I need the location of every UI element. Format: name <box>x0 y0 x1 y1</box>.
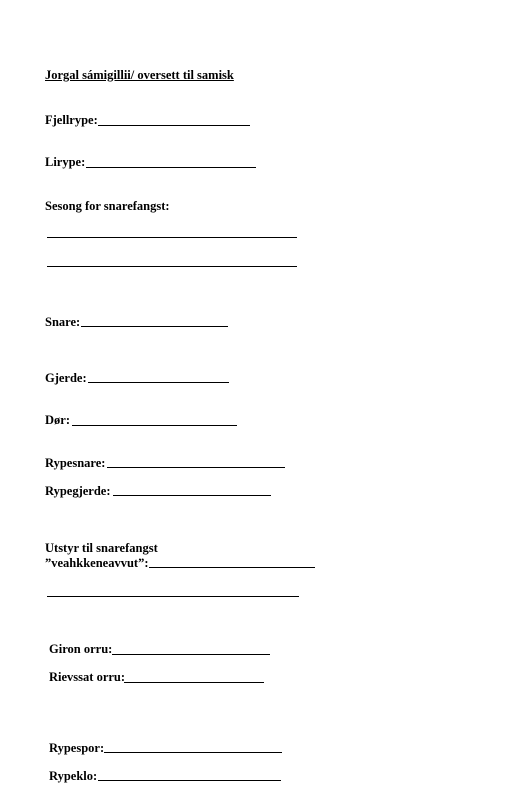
answer-line-dor[interactable] <box>72 425 237 426</box>
label-utstyr-samisk: ”veahkkeneavvut”: <box>45 556 149 570</box>
label-rypespor: Rypespor: <box>49 741 105 755</box>
answer-line-gjerde[interactable] <box>88 382 229 383</box>
answer-line-rypesnare[interactable] <box>107 467 285 468</box>
label-utstyr: Utstyr til snarefangst <box>45 541 158 555</box>
label-fjellrype: Fjellrype: <box>45 113 98 127</box>
answer-line-fjellrype[interactable] <box>98 125 250 126</box>
label-rievssat-orru: Rievssat orru: <box>49 670 126 684</box>
label-rypesnare: Rypesnare: <box>45 456 106 470</box>
label-rypegjerde: Rypegjerde: <box>45 484 111 498</box>
answer-line-snare[interactable] <box>81 326 228 327</box>
label-snare: Snare: <box>45 315 81 329</box>
answer-line-sesong-2[interactable] <box>47 266 297 267</box>
answer-line-giron-orru[interactable] <box>112 654 270 655</box>
answer-line-utstyr-2[interactable] <box>47 596 299 597</box>
answer-line-sesong-1[interactable] <box>47 237 297 238</box>
answer-line-utstyr-1[interactable] <box>149 567 315 568</box>
answer-line-rypespor[interactable] <box>104 752 282 753</box>
answer-line-rypegjerde[interactable] <box>113 495 271 496</box>
label-dor: Dør: <box>45 413 70 427</box>
label-rypeklo: Rypeklo: <box>49 769 98 783</box>
page-heading: Jorgal sámigillii/ oversett til samisk <box>45 68 234 82</box>
label-gjerde: Gjerde: <box>45 371 87 385</box>
answer-line-rievssat-orru[interactable] <box>124 682 264 683</box>
label-giron-orru: Giron orru: <box>49 642 113 656</box>
answer-line-rypeklo[interactable] <box>98 780 281 781</box>
label-lirype: Lirype: <box>45 155 86 169</box>
answer-line-lirype[interactable] <box>86 167 256 168</box>
label-sesong: Sesong for snarefangst: <box>45 199 170 213</box>
